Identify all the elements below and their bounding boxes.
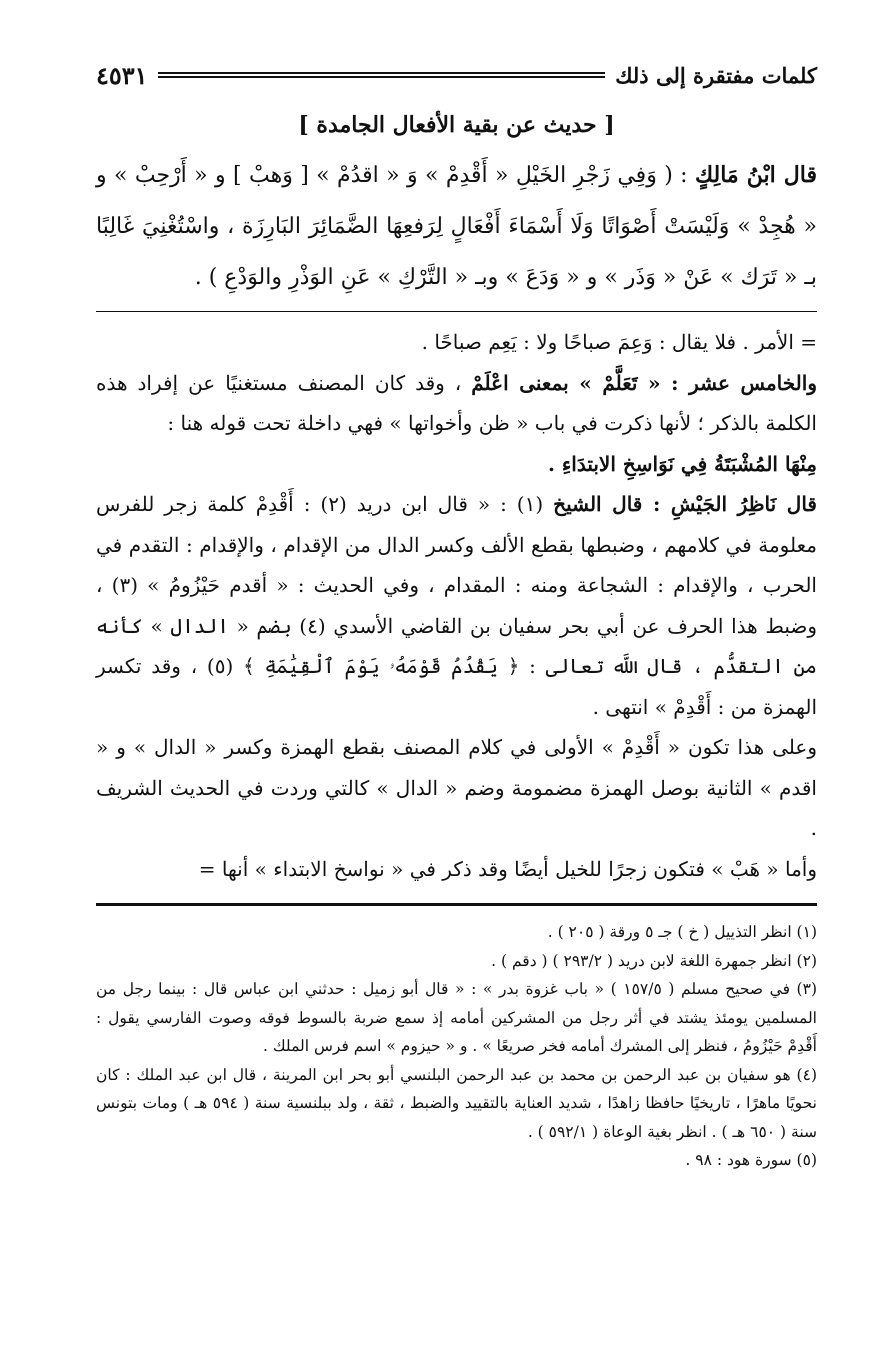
paragraph — [96, 849, 817, 890]
paragraph-lead: مِنْهَا المُشْبَتَةُ فِي نَوَاسِخِ الابتدَاءِ . — [547, 451, 817, 476]
paragraph-text: (١) : « قال ابن دريد (٢) : أَقْدِمْ كلمة زجر للفرس معلومة في كلامهم ، وضبطها بقطع الألف وكسر الدال من الإقدام ، والإقدام : التقدم في الحرب ، والإقدام : الشجاعة ومنه : المقدام ، وفي الحديث : « أقدم حَيْزُومُ » (٣) ، وضبط هذا الحرف عن أبي بحر سفيان بن القاضي الأسدي (٤) بضم « الدال » كأنه من التقدُّم ، قال اللَّه تعالى : ﴿ يَقْدُمُ قَوْمَهُۥ يَوْمَ ٱلْقِيَٰمَةِ ﴾ (٥) ، وقد تكسر الهمزة من : أَقْدِمْ » انتهى . — [96, 492, 817, 719]
footnote: (٥) سورة هود : ٩٨ . — [685, 1151, 817, 1169]
verse-author: قال ابْنُ مَالِكٍ — [694, 162, 817, 188]
paragraph-lead: قال نَاظِرُ الجَيْشِ : قال الشيخ — [553, 492, 817, 516]
paragraph — [96, 444, 817, 485]
footnote-separator — [96, 903, 817, 906]
paragraph-text: = الأمر . فلا يقال : وَعِمَ صباحًا ولا : يَعِم صباحًا . — [421, 330, 817, 354]
footnote: (٣) في صحيح مسلم ( ١٥٧/٥ ) « باب غزوة بدر » : « قال أبو زميل : حدثني ابن عباس قال : بينما رجل من المسلمين يومئذ يشتد في أثر رجل من المشركين أمامه إذ سمع ضربة بالسوط فوقه وصوت الفارسي يقول : أَقْدِمْ حَيْزُومُ ، فنظر إلى المشرك أمامه فخر صريعًا » . و « حيزوم » اسم فرس الملك . — [96, 980, 817, 1055]
footnote: (١) انظر التذييل ( خ ) جـ ٥ ورقة ( ٢٠٥ ) . — [547, 923, 817, 941]
verse-block — [96, 150, 817, 303]
paragraph — [96, 727, 817, 849]
paragraph — [96, 363, 817, 444]
section-divider — [96, 311, 817, 312]
page-header — [96, 52, 817, 98]
header-rule — [158, 72, 606, 78]
paragraph-text: وعلى هذا تكون « أَقْدِمْ » الأولى في كلام المصنف بقطع الهمزة وكسر « الدال » و « اقدم » الثانية بوصل الهمزة مضمومة وضم « الدال » كالتي وردت في الحديث الشريف . — [96, 735, 817, 840]
paragraph-text: وأما « هَبْ » فتكون زجرًا للخيل أيضًا وقد ذكر في « نواسخ الابتداء » أنها = — [198, 856, 817, 881]
footnote: (٢) انظر جمهرة اللغة لابن دريد ( ٢٩٣/٢ ) ( دقم ) . — [491, 951, 817, 970]
paragraph — [96, 322, 817, 363]
paragraph — [96, 484, 817, 727]
paragraph-lead: والخامس عشر : « تَعَلَّمْ » بمعنى اعْلَمْ — [471, 370, 817, 395]
footnotes — [96, 918, 817, 1175]
paragraph-text: ، وقد كان المصنف مستغنيًا عن إفراد هذه الكلمة بالذكر ؛ لأنها ذكرت في باب « ظن وأخواتها » فهي داخلة تحت قوله هنا : — [96, 370, 817, 435]
running-title: كلمات مفتقرة إلى ذلك — [615, 62, 817, 88]
page-number: ٤٥٣١ — [96, 60, 148, 90]
verse-text: : ( وَفِي زَجْرِ الخَيْلِ « أَقْدِمْ » وَ « اقدُمْ » [ وَهبْ ] و « أَرْحِبْ » و « هُجِدْ » وَلَيْسَتْ أَصْوَاتًا وَلَا أَسْمَاءَ أَفْعَالٍ لِرَفعِهَا الضَّمَائِرَ البَارِزَة ، واسْتُغْنِيَ غَالِبًا بـ « تَرَك » عَنْ « وَذَر » و « وَدَعَ » وبـ « التَّرْكِ » عَنِ الوَذْرِ والوَدْعِ ) . — [96, 163, 817, 290]
footnote: (٤) هو سفيان بن عبد الرحمن بن محمد بن عبد الرحمن البلنسي أبو بحر ابن المرينة ، قال ابن عبد الملك : كان نحويًا ماهرًا ، تاريخيًا حافظا زاهدًا ، شديد العناية بالتقييد والضبط ، ثقة ، ولد ببلنسية سنة ( ٥٩٤ هـ ) ومات بتونس سنة ( ٦٥٠ هـ ) . انظر بغية الوعاة ( ٥٩٢/١ ) . — [96, 1065, 817, 1141]
section-heading: [ حديث عن بقية الأفعال الجامدة ] — [298, 112, 615, 138]
